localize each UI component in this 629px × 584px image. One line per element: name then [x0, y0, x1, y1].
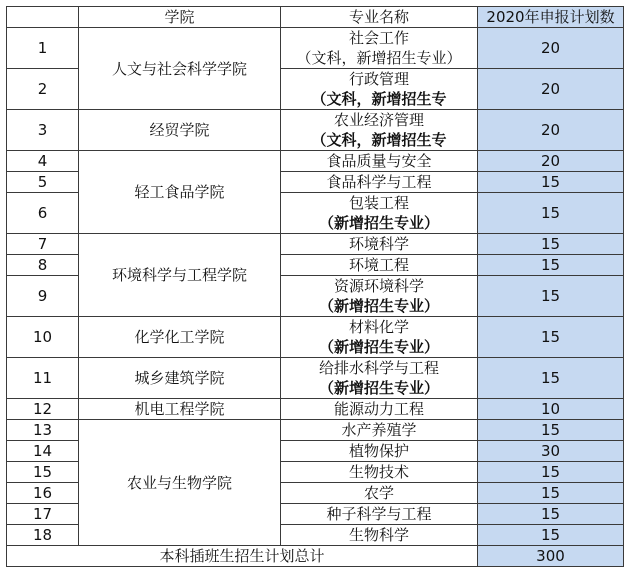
major-name: 包装工程: [348, 194, 409, 212]
major-cell: [281, 69, 478, 110]
plan-count: 20: [478, 110, 624, 151]
row-number: 2: [7, 69, 79, 110]
plan-count: 15: [478, 317, 624, 358]
major-cell: 食品科学与工程: [281, 172, 478, 193]
row-number: 14: [7, 441, 79, 462]
major-cell: 生物技术: [281, 462, 478, 483]
plan-count: 15: [478, 504, 624, 525]
college-cell: 经贸学院: [79, 110, 281, 151]
major-cell: [281, 317, 478, 358]
college-cell: 农业与生物学院: [79, 420, 281, 546]
table-row: [7, 399, 624, 420]
plan-count: 15: [478, 420, 624, 441]
table-row: [7, 151, 624, 172]
plan-count: 15: [478, 462, 624, 483]
major-note: （新增招生专业）: [318, 338, 439, 356]
row-number: 18: [7, 525, 79, 546]
major-cell: 环境科学: [281, 234, 478, 255]
table-row: [7, 28, 624, 69]
college-cell: 机电工程学院: [79, 399, 281, 420]
table-row: [7, 420, 624, 441]
row-number: 10: [7, 317, 79, 358]
header-major: 专业名称: [281, 7, 478, 28]
plan-count: 15: [478, 172, 624, 193]
major-cell: 生物科学: [281, 525, 478, 546]
row-number: 12: [7, 399, 79, 420]
row-number: 8: [7, 255, 79, 276]
plan-count: 15: [478, 234, 624, 255]
college-cell: 城乡建筑学院: [79, 358, 281, 399]
row-number: 16: [7, 483, 79, 504]
major-note: （新增招生专业）: [318, 379, 439, 397]
major-cell: 水产养殖学: [281, 420, 478, 441]
major-cell: 植物保护: [281, 441, 478, 462]
row-number: 3: [7, 110, 79, 151]
row-number: 6: [7, 193, 79, 234]
plan-count: 20: [478, 151, 624, 172]
header-num: [7, 7, 79, 28]
major-name: 农业经济管理: [333, 111, 424, 129]
major-cell: [281, 193, 478, 234]
header-count: 2020年申报计划数: [478, 7, 624, 28]
major-cell: 农学: [281, 483, 478, 504]
plan-count: 10: [478, 399, 624, 420]
major-name: 材料化学: [348, 318, 409, 336]
header-college: 学院: [79, 7, 281, 28]
major-cell: [281, 28, 478, 69]
table-row: [7, 358, 624, 399]
row-number: 13: [7, 420, 79, 441]
major-name: 行政管理: [348, 70, 409, 88]
row-number: 17: [7, 504, 79, 525]
row-number: 7: [7, 234, 79, 255]
total-row: [7, 546, 624, 567]
major-cell: 种子科学与工程: [281, 504, 478, 525]
total-label: 本科插班生招生计划总计: [7, 546, 478, 567]
major-note: （文科，新增招生专: [311, 90, 447, 108]
plan-count: 20: [478, 69, 624, 110]
major-note: （文科，新增招生专: [311, 131, 447, 149]
enrollment-plan-table: [6, 6, 624, 567]
table-row: [7, 234, 624, 255]
major-note: （新增招生专业）: [318, 214, 439, 232]
major-cell: [281, 110, 478, 151]
row-number: 1: [7, 28, 79, 69]
plan-count: 15: [478, 255, 624, 276]
table-row: [7, 317, 624, 358]
plan-count: 20: [478, 28, 624, 69]
row-number: 5: [7, 172, 79, 193]
table-row: [7, 110, 624, 151]
plan-count: 15: [478, 193, 624, 234]
plan-count: 15: [478, 525, 624, 546]
row-number: 15: [7, 462, 79, 483]
plan-count: 15: [478, 358, 624, 399]
row-number: 9: [7, 276, 79, 317]
college-cell: 环境科学与工程学院: [79, 234, 281, 317]
major-note: （新增招生专业）: [318, 297, 439, 315]
major-name: 资源环境科学: [333, 277, 424, 295]
header-row: [7, 7, 624, 28]
plan-count: 15: [478, 276, 624, 317]
row-number: 11: [7, 358, 79, 399]
college-cell: 人文与社会科学学院: [79, 28, 281, 110]
total-count: 300: [478, 546, 624, 567]
major-cell: [281, 276, 478, 317]
major-cell: 环境工程: [281, 255, 478, 276]
college-cell: 轻工食品学院: [79, 151, 281, 234]
college-cell: 化学化工学院: [79, 317, 281, 358]
major-cell: [281, 358, 478, 399]
major-note: （文科，新增招生专业）: [296, 49, 462, 67]
row-number: 4: [7, 151, 79, 172]
major-name: 社会工作: [348, 29, 409, 47]
major-name: 给排水科学与工程: [318, 359, 439, 377]
major-cell: 食品质量与安全: [281, 151, 478, 172]
plan-count: 15: [478, 483, 624, 504]
major-cell: 能源动力工程: [281, 399, 478, 420]
plan-count: 30: [478, 441, 624, 462]
